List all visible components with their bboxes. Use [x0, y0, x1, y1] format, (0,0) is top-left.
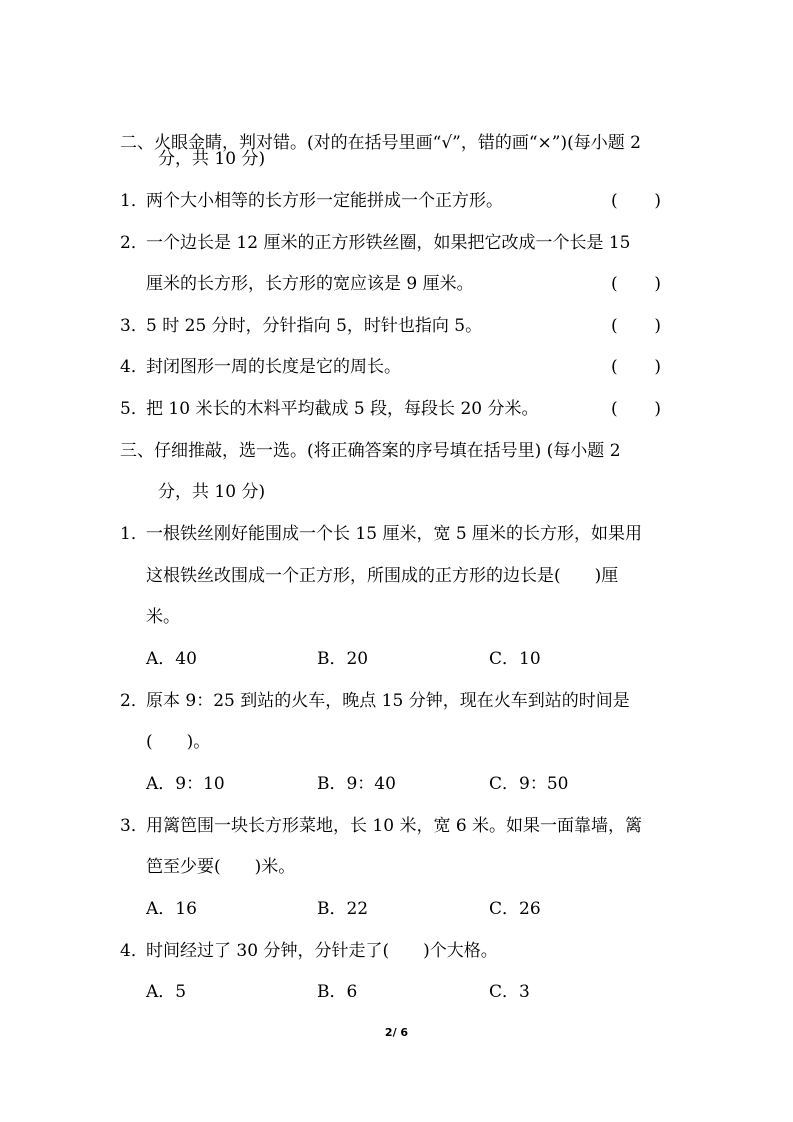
s3-q2-line2	[0, 727, 793, 757]
question-number: 4．	[120, 941, 148, 961]
option-b[interactable]: B．6	[317, 982, 358, 1002]
answer-paren[interactable]: ( )	[611, 316, 661, 336]
option-c[interactable]: C．9：50	[489, 774, 569, 794]
question-text: 一根铁丝刚好能围成一个长 15 厘米，宽 5 厘米的长方形，如果用	[146, 524, 643, 544]
s3-q1-line2	[0, 561, 793, 591]
item-text: 5 时 25 分时，分针指向 5，时针也指向 5。	[146, 316, 483, 336]
item-number: 4．	[120, 357, 148, 377]
s2-item-5	[0, 394, 793, 424]
section3-title-cont: 分，共 10 分)	[158, 482, 266, 502]
s2-item-2	[0, 228, 793, 258]
s2-item-4	[0, 352, 793, 382]
item-text-cont: 厘米的长方形，长方形的宽应该是 9 厘米。	[146, 274, 474, 294]
s3-q4-line1	[0, 936, 793, 966]
item-number: 2．	[120, 233, 148, 253]
option-c[interactable]: C．10	[489, 649, 541, 669]
option-a[interactable]: A．5	[146, 982, 187, 1002]
page-number: 2/ 6	[384, 1026, 409, 1039]
s3-q3-line1	[0, 811, 793, 841]
option-c[interactable]: C．3	[489, 982, 530, 1002]
item-text: 两个大小相等的长方形一定能拼成一个正方形。	[146, 191, 503, 211]
item-number: 5．	[120, 399, 148, 419]
question-text: 米。	[146, 607, 180, 627]
question-number: 3．	[120, 816, 148, 836]
item-number: 3．	[120, 316, 148, 336]
answer-paren[interactable]: ( )	[611, 399, 661, 419]
question-text: 时间经过了 30 分钟，分针走了( )个大格。	[146, 941, 498, 961]
item-number: 1．	[120, 191, 148, 211]
question-text: ( )。	[146, 732, 211, 752]
option-a[interactable]: A．16	[146, 899, 197, 919]
s2-item-3	[0, 311, 793, 341]
s3-q2-line1	[0, 686, 793, 716]
question-text: 笆至少要( )米。	[146, 857, 296, 877]
answer-paren[interactable]: ( )	[611, 357, 661, 377]
section2-title-cont: 分，共 10 分)	[158, 149, 266, 169]
question-text: 这根铁丝改围成一个正方形，所围成的正方形的边长是( )厘	[146, 566, 619, 586]
s2-item-2-cont	[0, 269, 793, 299]
s3-q4-options	[0, 977, 793, 1007]
s3-q1-line3	[0, 602, 793, 632]
s3-q3-options	[0, 894, 793, 924]
option-b[interactable]: B．20	[317, 649, 369, 669]
section2-title-cont-line	[0, 144, 793, 174]
section3-title-cont-line	[0, 477, 793, 507]
s3-q1-line1	[0, 519, 793, 549]
question-text: 用篱笆围一块长方形菜地，长 10 米，宽 6 米。如果一面靠墙，篱	[146, 816, 643, 836]
option-b[interactable]: B．9：40	[317, 774, 396, 794]
question-text: 原本 9：25 到站的火车，晚点 15 分钟，现在火车到站的时间是	[146, 691, 630, 711]
s3-q1-options	[0, 644, 793, 674]
item-text: 把 10 米长的木料平均截成 5 段，每段长 20 分米。	[146, 399, 539, 419]
question-number: 1．	[120, 524, 148, 544]
answer-paren[interactable]: ( )	[611, 274, 661, 294]
s3-q3-line2	[0, 852, 793, 882]
section3-title-line	[0, 436, 793, 466]
section2-title: 二、火眼金睛，判对错。(对的在括号里画“√”，错的画“×”)(每小题 2	[120, 133, 641, 153]
option-c[interactable]: C．26	[489, 899, 541, 919]
item-text: 一个边长是 12 厘米的正方形铁丝圈，如果把它改成一个长是 15	[146, 233, 631, 253]
option-a[interactable]: A．40	[146, 649, 197, 669]
question-number: 2．	[120, 691, 148, 711]
answer-paren[interactable]: ( )	[611, 191, 661, 211]
s3-q2-options	[0, 769, 793, 799]
option-a[interactable]: A．9：10	[146, 774, 225, 794]
s2-item-1	[0, 186, 793, 216]
option-b[interactable]: B．22	[317, 899, 369, 919]
section3-title: 三、仔细推敲，选一选。(将正确答案的序号填在括号里) (每小题 2	[120, 441, 621, 461]
item-text: 封闭图形一周的长度是它的周长。	[146, 357, 401, 377]
